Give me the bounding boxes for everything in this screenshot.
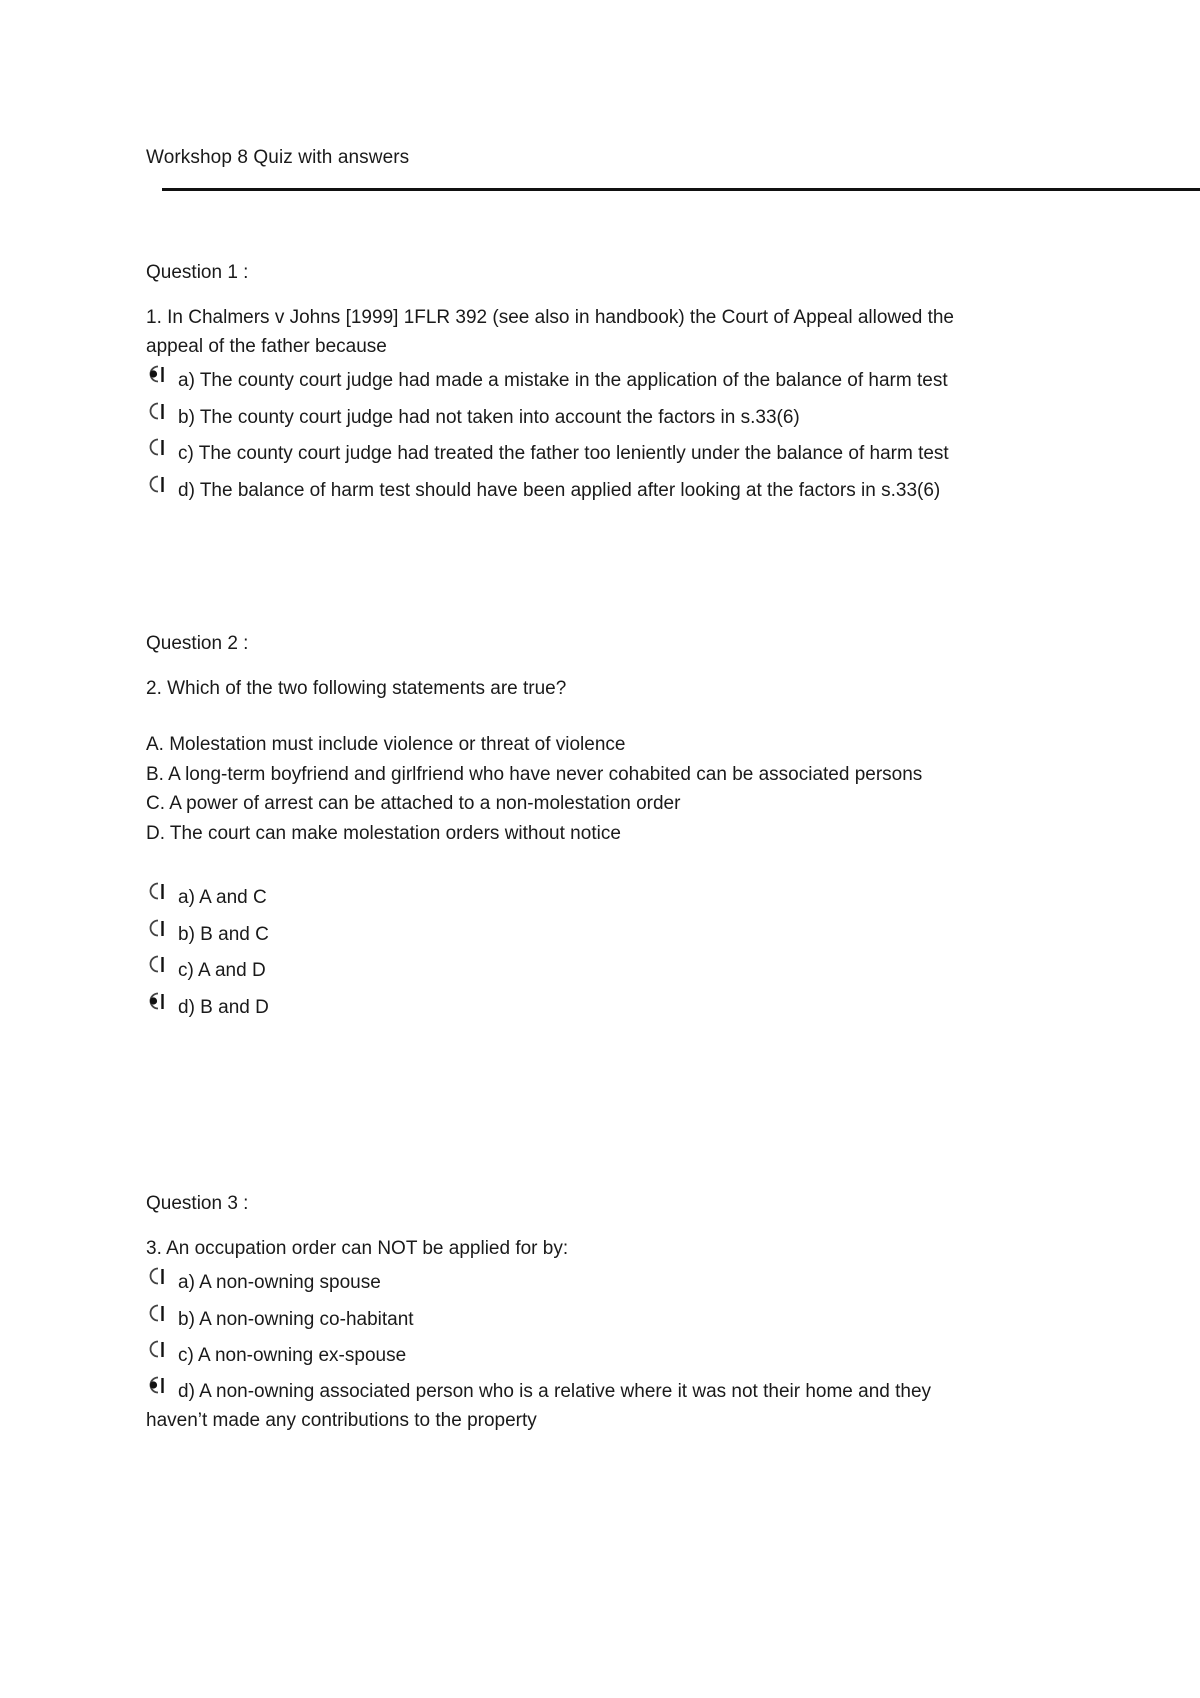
statement: A. Molestation must include violence or threat of violence (146, 734, 626, 755)
answer-option[interactable] (146, 951, 1046, 988)
question-text: 2. Which of the two following statements are true? (146, 678, 567, 699)
answer-option[interactable] (146, 1373, 1046, 1435)
radio-unselected-icon[interactable] (144, 917, 166, 939)
statement-list (146, 730, 1046, 848)
answer-option-label: a) A non-owning spouse (178, 1272, 381, 1293)
answer-options (146, 361, 1046, 507)
answer-option[interactable] (146, 471, 1046, 508)
answer-option[interactable] (146, 988, 1046, 1025)
question-heading: Question 1 : (146, 262, 249, 283)
answer-option[interactable] (146, 361, 1046, 398)
statement: C. A power of arrest can be attached to a non-molestation order (146, 793, 681, 814)
answer-option-label: a) A and C (178, 887, 267, 908)
radio-unselected-icon[interactable] (144, 1265, 166, 1287)
radio-selected-icon[interactable] (144, 363, 166, 385)
answer-option[interactable] (146, 915, 1046, 952)
document-title: Workshop 8 Quiz with answers (146, 147, 410, 168)
statement: B. A long-term boyfriend and girlfriend who have never cohabited can be associated persons (146, 763, 923, 785)
question-text: 3. An occupation order can NOT be applied for by: (146, 1238, 569, 1259)
answer-option[interactable] (146, 434, 1046, 471)
answer-option[interactable] (146, 398, 1046, 435)
answer-option-label: d) B and D (178, 996, 269, 1018)
question-1 (146, 258, 1046, 507)
radio-unselected-icon[interactable] (144, 1338, 166, 1360)
question-heading: Question 3 : (146, 1193, 249, 1214)
answer-option-label: b) B and C (178, 923, 269, 945)
radio-unselected-icon[interactable] (144, 880, 166, 902)
answer-option[interactable] (146, 1263, 1046, 1300)
radio-unselected-icon[interactable] (144, 953, 166, 975)
answer-option-label: b) A non-owning co-habitant (178, 1308, 414, 1330)
statement: D. The court can make molestation orders without notice (146, 822, 621, 844)
question-heading: Question 2 : (146, 633, 249, 654)
radio-selected-icon[interactable] (144, 1374, 166, 1396)
answer-option-label: c) A and D (178, 960, 266, 981)
answer-options (146, 1263, 1046, 1435)
answer-option-label: d) The balance of harm test should have been applied after looking at the factors in s.33(6) (178, 479, 941, 501)
question-text-line: 1. In Chalmers v Johns [1999] 1FLR 392 (see also in handbook) the Court of Appeal allowed the (146, 307, 954, 328)
answer-options (146, 878, 1046, 1024)
radio-unselected-icon[interactable] (144, 1302, 166, 1324)
answer-option[interactable] (146, 1336, 1046, 1373)
answer-option[interactable] (146, 1300, 1046, 1337)
question-3 (146, 1189, 1046, 1435)
answer-option[interactable] (146, 878, 1046, 915)
radio-unselected-icon[interactable] (144, 400, 166, 422)
question-text (146, 303, 1046, 361)
answer-option-label-line: haven’t made any contributions to the property (146, 1409, 537, 1431)
answer-option-label-line: d) A non-owning associated person who is a relative where it was not their home and they (178, 1380, 932, 1402)
question-2 (146, 629, 1046, 1024)
answer-option-label: c) The county court judge had treated the father too leniently under the balance of harm test (178, 443, 949, 464)
radio-unselected-icon[interactable] (144, 436, 166, 458)
answer-option-label: b) The county court judge had not taken into account the factors in s.33(6) (178, 406, 800, 428)
question-text-line: appeal of the father because (146, 336, 387, 357)
radio-unselected-icon[interactable] (144, 473, 166, 495)
radio-selected-icon[interactable] (144, 990, 166, 1012)
answer-option-label: c) A non-owning ex-spouse (178, 1345, 407, 1366)
header-divider (162, 188, 1200, 191)
answer-option-label: a) The county court judge had made a mistake in the application of the balance of harm test (178, 370, 948, 391)
